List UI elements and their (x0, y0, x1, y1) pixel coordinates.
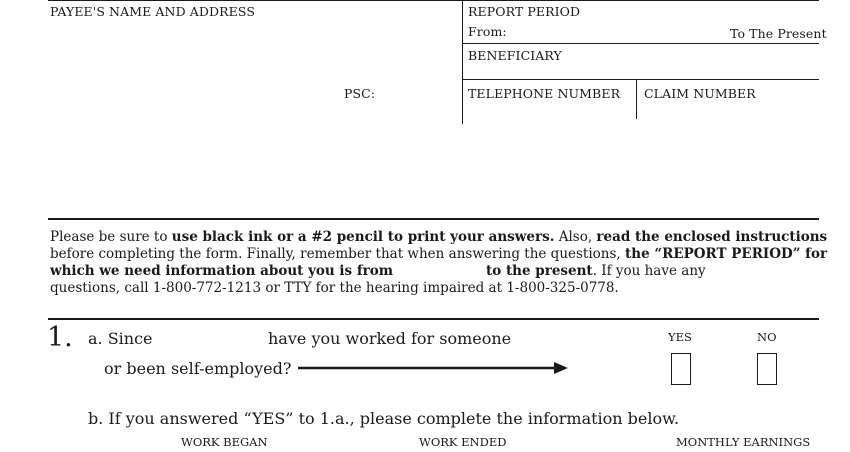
beneficiary-rule (462, 79, 819, 80)
psc-label: PSC: (344, 86, 376, 101)
question-1a-worked: have you worked for someone (268, 329, 512, 348)
telephone-number-label: TELEPHONE NUMBER (468, 86, 621, 101)
report-period-label: REPORT PERIOD (468, 4, 581, 19)
yes-label: YES (668, 330, 692, 344)
arrow-right-icon (298, 360, 570, 376)
yes-checkbox[interactable] (671, 353, 691, 385)
question-1-top-rule (48, 318, 819, 320)
no-label: NO (757, 330, 777, 344)
question-1b-text: b. If you answered “YES” to 1.a., please complete the information below. (88, 409, 680, 428)
question-1a-self-employed: or been self-employed? (104, 359, 292, 378)
instructions-line-1: Please be sure to use black ink or a #2 pencil to print your answers. Also, read the enclosed instructions (50, 229, 828, 245)
instructions-line-3b: to the present. If you have any (486, 263, 706, 279)
question-1-number: 1. (47, 322, 73, 353)
beneficiary-label: BENEFICIARY (468, 48, 562, 63)
from-label: From: (468, 24, 507, 39)
claim-number-label: CLAIM NUMBER (644, 86, 756, 101)
no-checkbox[interactable] (757, 353, 777, 385)
work-ended-column-header: WORK ENDED (419, 435, 507, 449)
header-divider (462, 0, 463, 124)
instructions-line-2: before completing the form. Finally, remember that when answering the questions, the “REPORT PERIOD” for (50, 246, 828, 262)
instructions-top-rule (48, 218, 819, 220)
instructions-line-4: questions, call 1-800-772-1213 or TTY for the hearing impaired at 1-800-325-0778. (50, 280, 619, 296)
to-the-present-label: To The Present (730, 26, 827, 41)
monthly-earnings-column-header: MONTHLY EARNINGS (676, 435, 811, 449)
payee-name-address-label: PAYEE'S NAME AND ADDRESS (50, 4, 255, 19)
question-1a-since: a. Since (88, 329, 153, 348)
work-began-column-header: WORK BEGAN (181, 435, 268, 449)
report-period-rule (462, 43, 819, 44)
phone-claim-divider (636, 79, 637, 119)
top-rule (48, 0, 819, 1)
instructions-line-3a: which we need information about you is from (50, 263, 394, 279)
